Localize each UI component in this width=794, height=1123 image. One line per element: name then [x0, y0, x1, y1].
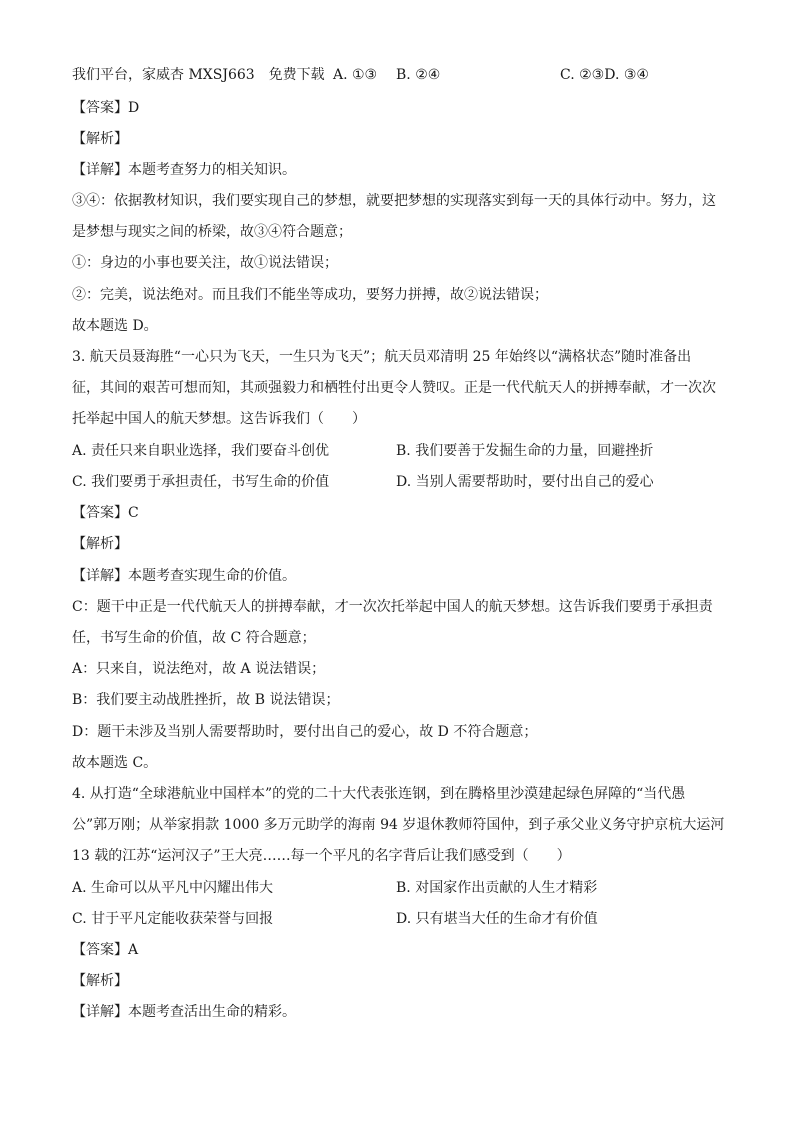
q4-option-a: A. 生命可以从平凡中闪耀出伟大: [72, 880, 274, 896]
q4-detail: 【详解】本题考查活出生命的精彩。: [72, 1004, 296, 1020]
q2-stem-tail: 我们平台，家威杏 MXSJ663 免费下载: [72, 67, 325, 83]
q2-option-b: B. ②④: [396, 67, 441, 83]
q2-para-1a: ③④：依据教材知识，我们要实现自己的梦想，就要把梦想的实现落实到每一天的具体行动中。努力，这: [72, 193, 716, 209]
q3-option-c: C. 我们要勇于承担责任，书写生命的价值: [72, 474, 330, 490]
q2-answer: 【答案】D: [72, 100, 140, 116]
q4-option-b: B. 对国家作出贡献的人生才精彩: [396, 880, 598, 896]
q2-detail: 【详解】本题考查努力的相关知识。: [72, 162, 296, 178]
q2-para-3: ②：完美，说法绝对。而且我们不能坐等成功，要努力拼搏，故②说法错误；: [72, 287, 548, 303]
q2-para-1b: 是梦想与现实之间的桥梁，故③④符合题意；: [72, 224, 352, 240]
q3-answer: 【答案】C: [72, 505, 139, 521]
q3-option-b: B. 我们要善于发掘生命的力量，回避挫折: [396, 443, 654, 459]
q3-expl-d: D：题干未涉及当别人需要帮助时，要付出自己的爱心，故 D 不符合题意；: [72, 724, 538, 740]
q3-detail: 【详解】本题考查实现生命的价值。: [72, 568, 296, 584]
q3-stem-1: 3. 航天员聂海胜“一心只为飞天，一生只为飞天”；航天员邓清明 25 年始终以“满格状态”随时准备出: [72, 349, 692, 365]
q4-answer: 【答案】A: [72, 942, 139, 958]
q4-stem-1: 4. 从打造“全球港航业中国样本”的党的二十大代表张连钢，到在腾格里沙漠建起绿色屏障的“当代愚: [72, 786, 686, 802]
q4-option-d: D. 只有堪当大任的生命才有价值: [396, 911, 598, 927]
q2-analysis-heading: 【解析】: [72, 131, 128, 147]
q3-stem-2: 征，其间的艰苦可想而知，其顽强毅力和栖牲付出更令人赞叹。正是一代代航天人的拼搏奉献，才一次次: [72, 380, 716, 396]
q3-option-d: D. 当别人需要帮助时，要付出自己的爱心: [396, 474, 654, 490]
q3-expl-c-1: C：题干中正是一代代航天人的拼搏奉献，才一次次托举起中国人的航天梦想。这告诉我们要勇于承担责: [72, 599, 713, 615]
q4-analysis-heading: 【解析】: [72, 973, 128, 989]
q3-expl-a: A：只来自，说法绝对，故 A 说法错误；: [72, 661, 326, 677]
q2-option-a: A. ①③: [333, 67, 378, 83]
q2-conclusion: 故本题选 D。: [72, 318, 158, 334]
q3-option-a: A. 责任只来自职业选择，我们要奋斗创优: [72, 443, 330, 459]
q4-stem-2: 公”郭万刚；从举家捐款 1000 多万元助学的海南 94 岁退休教师符国仲，到子承父业义务守护京杭大运河: [72, 817, 725, 833]
q3-conclusion: 故本题选 C。: [72, 755, 158, 771]
q3-expl-c-2: 任，书写生命的价值，故 C 符合题意；: [72, 630, 316, 646]
q4-stem-3: 13 载的江苏“运河汉子”王大亮……每一个平凡的名字背后让我们感受到（ ）: [72, 848, 571, 864]
q3-stem-3: 托举起中国人的航天梦想。这告诉我们（ ）: [72, 411, 366, 427]
q2-para-2: ①：身边的小事也要关注，故①说法错误；: [72, 255, 338, 271]
q2-option-cd: C. ②③D. ③④: [560, 67, 649, 83]
q3-analysis-heading: 【解析】: [72, 536, 128, 552]
q4-option-c: C. 甘于平凡定能收获荣誉与回报: [72, 911, 274, 927]
q3-expl-b: B：我们要主动战胜挫折，故 B 说法错误；: [72, 692, 340, 708]
